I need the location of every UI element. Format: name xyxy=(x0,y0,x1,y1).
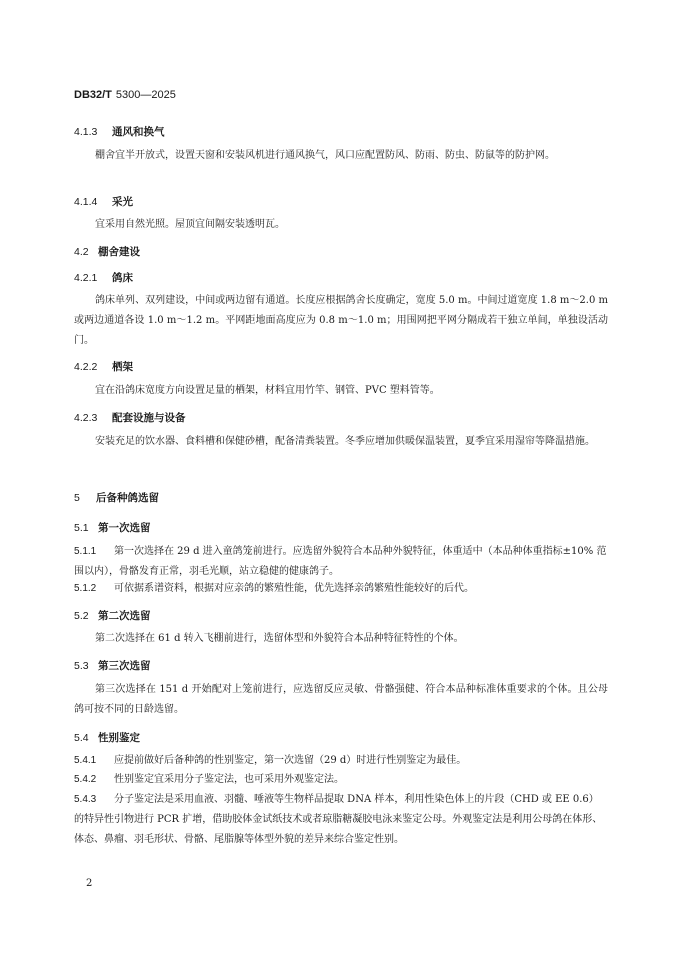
heading-4-1-3 xyxy=(74,124,165,139)
clause-number: 5.4.1 xyxy=(74,755,97,766)
section-title: 第一次选留 xyxy=(98,522,151,534)
section-number: 4.2.3 xyxy=(74,412,98,424)
page-number: 2 xyxy=(86,878,93,889)
paragraph-4-2-2: 宜在沿鸽床宽度方向设置足量的栖架，材料宜用竹竿、钢管、PVC 塑料管等。 xyxy=(95,385,440,396)
clause-text: 性别鉴定宜采用分子鉴定法，也可采用外观鉴定法。 xyxy=(114,774,344,785)
paragraph-5-3: 第三次选择在 151 d 开始配对上笼前进行，应选留反应灵敏、骨骼强健、符合本品种标准体重要求的个体。且公母鸽可按不同的日龄选留。 xyxy=(74,684,608,715)
heading-4-2-2 xyxy=(74,359,133,374)
section-title: 第二次选留 xyxy=(98,610,151,622)
clause-number: 5.1.1 xyxy=(74,546,97,557)
paragraph-5-2: 第二次选择在 61 d 转入飞棚前进行，选留体型和外貌符合本品种特征特性的个体。 xyxy=(95,633,464,644)
section-title: 栖架 xyxy=(112,361,133,373)
clause-text: 可依据系谱资料，根据对应亲鸽的繁殖性能，优先选择亲鸽繁殖性能较好的后代。 xyxy=(114,583,474,594)
paragraph-4-2-3: 安装充足的饮水器、食料槽和保健砂槽，配备清粪装置。冬季应增加供暖保温装置，夏季宜采用湿帘等降温措施。 xyxy=(95,436,595,447)
heading-4-2-1 xyxy=(74,270,133,285)
paragraph-4-1-4: 宜采用自然光照。屋顶宜间隔安装透明瓦。 xyxy=(95,219,285,230)
clause-number: 5.4.3 xyxy=(74,794,97,805)
clause-number: 5.4.2 xyxy=(74,774,97,785)
clause-text: 第一次选择在 29 d 进入童鸽笼前进行。应选留外貌符合本品种外貌特征，体重适中（本品种体重指标±10% 范围以内），骨骼发育正常，羽毛光顺，站立稳健的健康鸽子。 xyxy=(74,546,607,577)
clause-5-4-2 xyxy=(74,770,608,790)
section-title: 通风和换气 xyxy=(112,126,165,138)
clause-text: 分子鉴定法是采用血液、羽髓、唾液等生物样品提取 DNA 样本，利用性染色体上的片段（CHD 或 EE 0.6）的特异性引物进行 PCR 扩增，借助胶体金试纸技术或者琼脂糖凝胶电泳来鉴定公母。外观鉴定法是利用公母鸽在体形、体态、鼻瘤、羽毛形状、骨骼、尾脂腺等体型外貌的差异来综合鉴定性别。 xyxy=(74,794,603,845)
heading-5-2 xyxy=(74,608,151,623)
paragraph-4-2-1: 鸽床单列、双列建设，中间或两边留有通道。长度应根据鸽舍长度确定，宽度 5.0 m。中间过道宽度 1.8 m～2.0 m 或两边通道各设 1.0 m～1.2 m。平网距地面高度应为 0.8 m～1.0 m；用围网把平网分隔成若干独立单间，单独设活动门。 xyxy=(74,295,608,346)
heading-5-3 xyxy=(74,658,151,673)
clause-number: 5.1.2 xyxy=(74,583,97,594)
section-number: 4.1.3 xyxy=(74,126,98,138)
section-number: 4.1.4 xyxy=(74,196,98,208)
section-title: 后备种鸽选留 xyxy=(96,492,159,504)
section-number: 4.2 xyxy=(74,246,89,258)
standard-header xyxy=(74,89,176,101)
section-number: 4.2.2 xyxy=(74,361,98,373)
clause-5-1-1 xyxy=(74,542,608,582)
section-title: 采光 xyxy=(112,196,133,208)
section-number: 5.1 xyxy=(74,522,89,534)
section-number: 5 xyxy=(74,492,80,504)
section-number: 4.2.1 xyxy=(74,272,98,284)
section-title: 鸽床 xyxy=(112,272,133,284)
standard-prefix: DB32/T xyxy=(74,89,112,101)
clause-5-4-1 xyxy=(74,751,608,771)
paragraph-4-1-3: 棚舍宜半开放式，设置天窗和安装风机进行通风换气，风口应配置防风、防雨、防虫、防鼠等的防护网。 xyxy=(95,150,555,161)
heading-4-2 xyxy=(74,244,140,259)
heading-4-2-3 xyxy=(74,410,186,425)
heading-4-1-4 xyxy=(74,194,133,209)
section-title: 棚舍建设 xyxy=(98,246,140,258)
clause-text: 应提前做好后备种鸽的性别鉴定，第一次选留（29 d）时进行性别鉴定为最佳。 xyxy=(114,755,467,766)
heading-5-4 xyxy=(74,730,140,745)
section-title: 配套设施与设备 xyxy=(112,412,186,424)
section-title: 第三次选留 xyxy=(98,660,151,672)
heading-5 xyxy=(74,490,159,505)
heading-5-1 xyxy=(74,520,151,535)
section-title: 性别鉴定 xyxy=(98,732,140,744)
section-number: 5.4 xyxy=(74,732,89,744)
section-number: 5.3 xyxy=(74,660,89,672)
clause-5-4-3 xyxy=(74,790,608,850)
standard-code: 5300—2025 xyxy=(115,89,176,101)
section-number: 5.2 xyxy=(74,610,89,622)
clause-5-1-2 xyxy=(74,579,608,599)
